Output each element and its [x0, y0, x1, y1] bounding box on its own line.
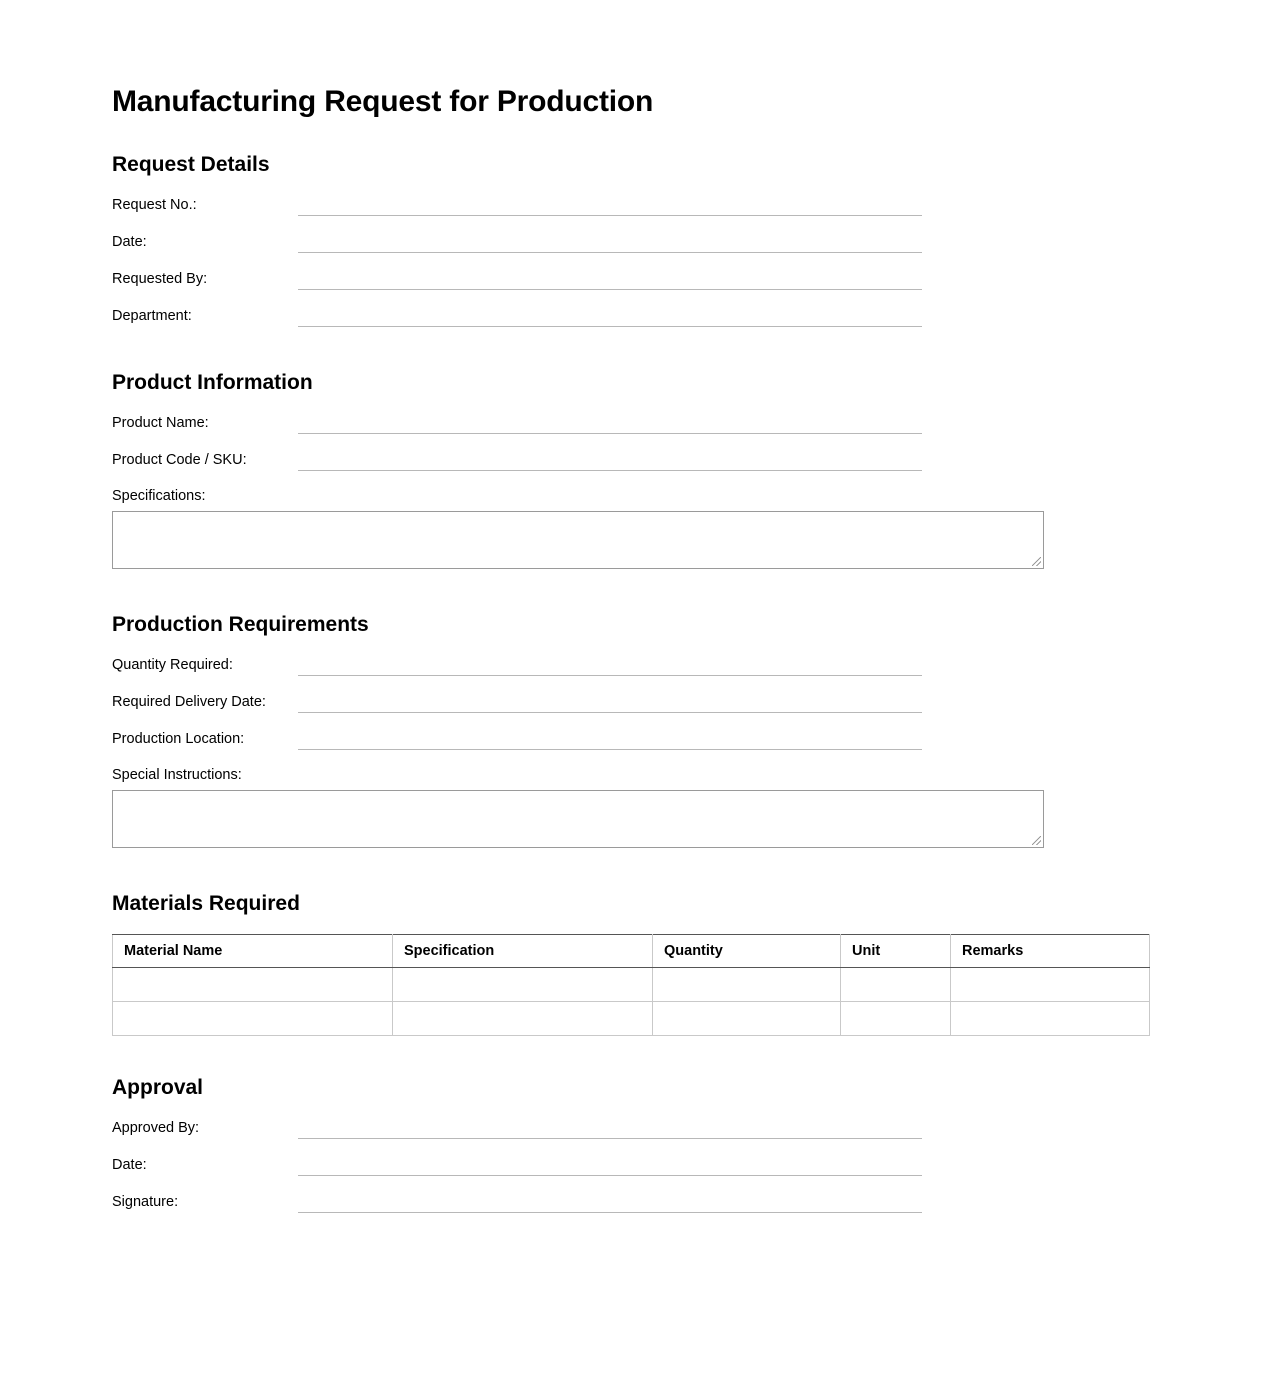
field-input-date[interactable] [298, 232, 922, 253]
field-input-quantity-required[interactable] [298, 655, 922, 676]
field-approved-by [112, 1118, 922, 1139]
field-input-special-instructions[interactable] [112, 790, 1044, 848]
section-title-materials-required: Materials Required [112, 892, 300, 915]
field-label-date: Date: [112, 234, 147, 250]
table-cell-material-name[interactable] [113, 1002, 393, 1036]
table-cell-quantity[interactable] [653, 968, 841, 1002]
field-product-code [112, 450, 922, 471]
table-cell-quantity[interactable] [653, 1002, 841, 1036]
section-request-details [112, 153, 1153, 327]
table-row[interactable] [113, 968, 1150, 1002]
field-product-name [112, 413, 922, 434]
field-input-product-code[interactable] [298, 450, 922, 471]
field-input-request-no[interactable] [298, 195, 922, 216]
field-input-production-location[interactable] [298, 729, 922, 750]
column-header-material-name: Material Name [113, 935, 393, 968]
section-materials-required [112, 892, 1153, 1036]
field-requested-by [112, 269, 922, 290]
column-header-unit: Unit [841, 935, 951, 968]
field-date [112, 232, 922, 253]
table-cell-unit[interactable] [841, 968, 951, 1002]
section-product-information [112, 371, 1153, 569]
field-request-no [112, 195, 922, 216]
field-quantity-required [112, 655, 922, 676]
field-input-approved-by[interactable] [298, 1118, 922, 1139]
field-label-specifications: Specifications: [112, 488, 206, 504]
field-label-request-no: Request No.: [112, 197, 197, 213]
field-label-required-delivery-date: Required Delivery Date: [112, 694, 266, 710]
field-production-location [112, 729, 922, 750]
column-header-specification: Specification [393, 935, 653, 968]
table-cell-remarks[interactable] [951, 1002, 1150, 1036]
materials-table [112, 934, 1150, 1036]
table-cell-material-name[interactable] [113, 968, 393, 1002]
section-title-request-details: Request Details [112, 153, 270, 176]
field-input-product-name[interactable] [298, 413, 922, 434]
table-cell-remarks[interactable] [951, 968, 1150, 1002]
section-production-requirements [112, 613, 1153, 848]
field-label-approved-by: Approved By: [112, 1120, 200, 1136]
table-cell-unit[interactable] [841, 1002, 951, 1036]
table-cell-specification[interactable] [393, 1002, 653, 1036]
field-department [112, 306, 922, 327]
field-signature [112, 1192, 922, 1213]
page-title: Manufacturing Request for Production [112, 85, 654, 118]
field-input-required-delivery-date[interactable] [298, 692, 922, 713]
table-cell-specification[interactable] [393, 968, 653, 1002]
column-header-quantity: Quantity [653, 935, 841, 968]
field-label-production-location: Production Location: [112, 731, 245, 747]
field-label-quantity-required: Quantity Required: [112, 657, 233, 673]
field-label-special-instructions: Special Instructions: [112, 767, 242, 783]
field-label-product-name: Product Name: [112, 415, 209, 431]
field-input-approval-date[interactable] [298, 1155, 922, 1176]
table-row[interactable] [113, 1002, 1150, 1036]
field-label-department: Department: [112, 308, 192, 324]
field-input-department[interactable] [298, 306, 922, 327]
field-label-product-code: Product Code / SKU: [112, 452, 247, 468]
field-approval-date [112, 1155, 922, 1176]
field-label-signature: Signature: [112, 1194, 179, 1210]
field-input-specifications[interactable] [112, 511, 1044, 569]
section-title-production-requirements: Production Requirements [112, 613, 369, 636]
field-input-signature[interactable] [298, 1192, 922, 1213]
column-header-remarks: Remarks [951, 935, 1150, 968]
section-approval [112, 1076, 1153, 1213]
section-title-approval: Approval [112, 1076, 204, 1099]
field-input-requested-by[interactable] [298, 269, 922, 290]
table-header-row [113, 935, 1150, 968]
field-required-delivery-date [112, 692, 922, 713]
section-title-product-information: Product Information [112, 371, 313, 394]
field-label-approval-date: Date: [112, 1157, 147, 1173]
field-label-requested-by: Requested By: [112, 271, 208, 287]
